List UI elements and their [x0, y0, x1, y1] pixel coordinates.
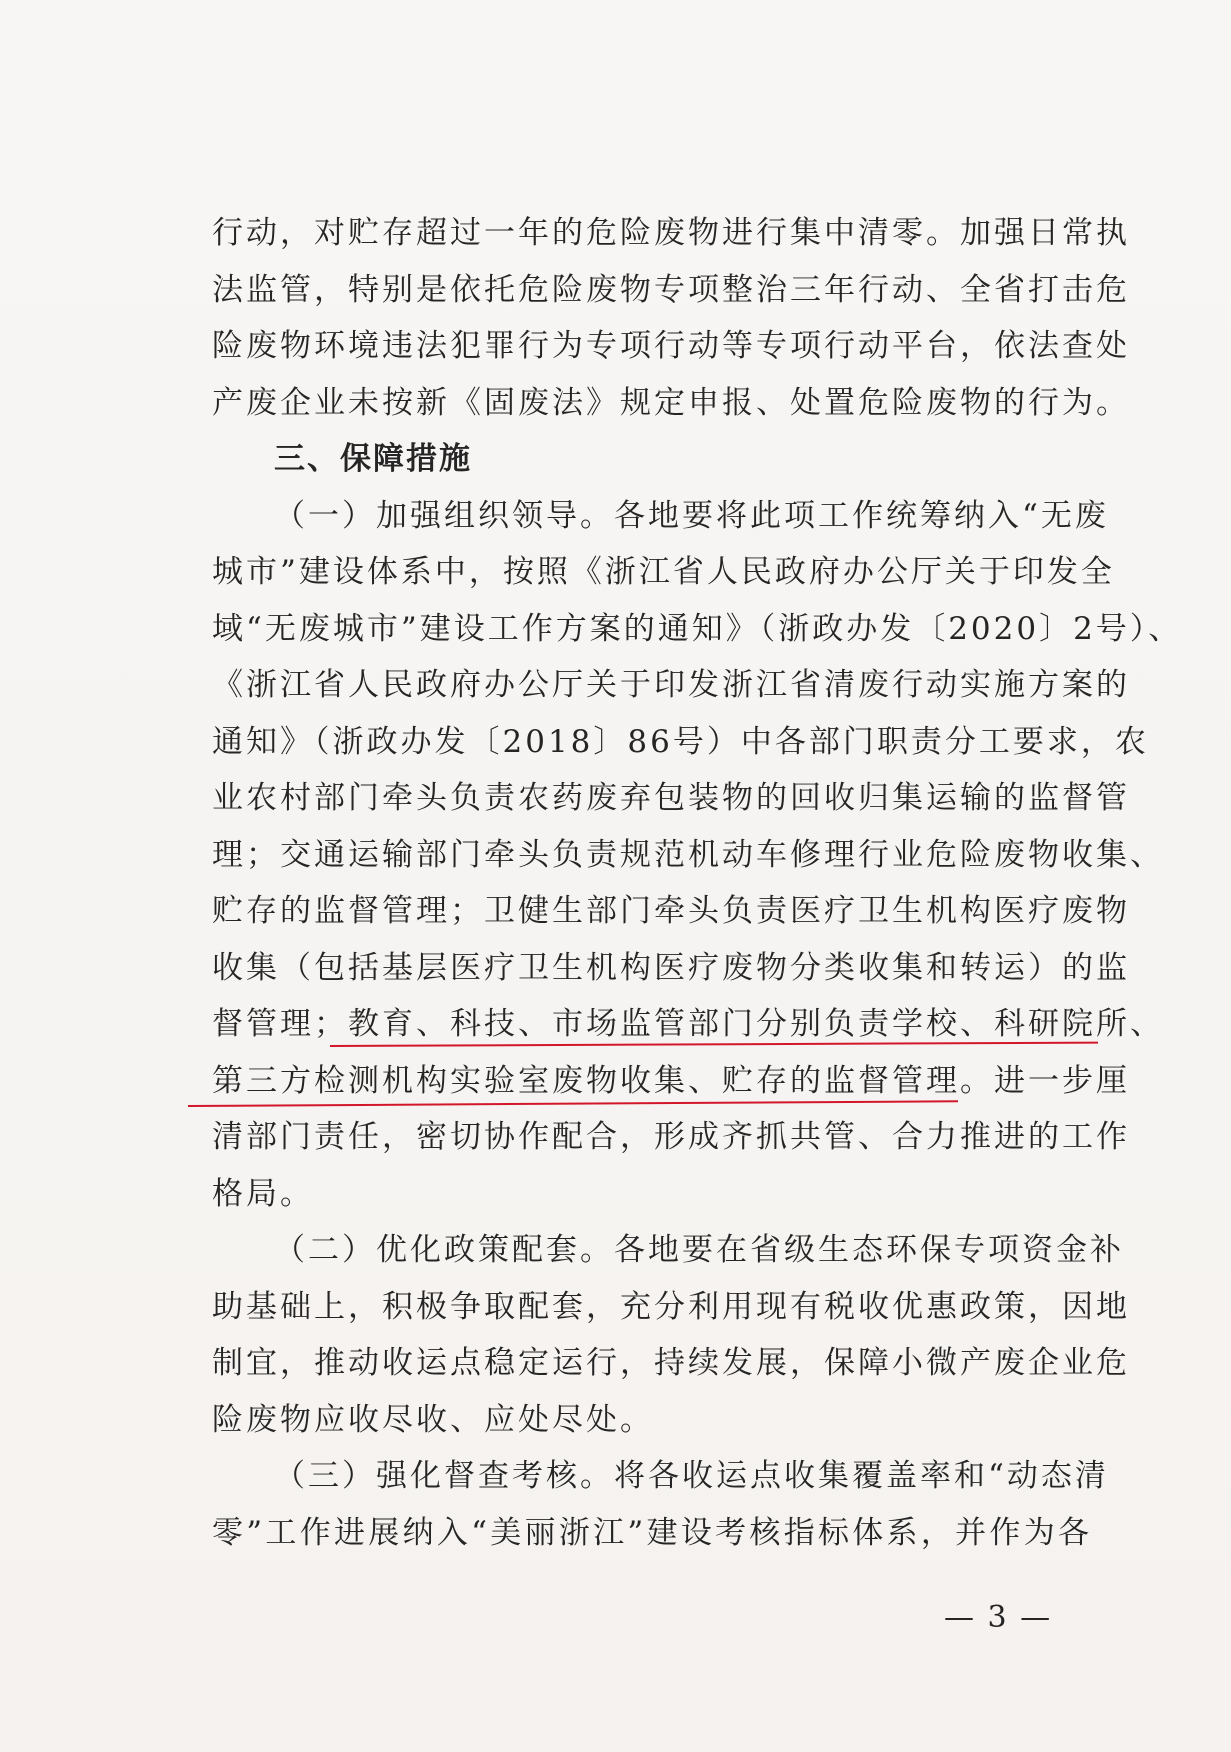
text-line: 助基础上，积极争取配套，充分利用现有税收优惠政策，因地	[212, 1288, 1130, 1325]
text-line: 险废物环境违法犯罪行为专项行动等专项行动平台，依法查处	[212, 328, 1130, 364]
text-line: 险废物应收尽收、应处尽处。	[212, 1401, 654, 1438]
text-line: 清部门责任，密切协作配合，形成齐抓共管、合力推进的工作	[212, 1119, 1130, 1155]
text-line: 域“无废城市”建设工作方案的通知》（浙政办发〔2020〕2号）、	[212, 610, 1183, 647]
text-line: 行动，对贮存超过一年的危险废物进行集中清零。加强日常执	[212, 215, 1130, 251]
text-line: （二）优化政策配套。各地要在省级生态环保专项资金补	[274, 1232, 1124, 1268]
text-line: 法监管，特别是依托危险废物专项整治三年行动、全省打击危	[212, 271, 1130, 308]
text-line: 产废企业未按新《固废法》规定申报、处置危险废物的行为。	[212, 384, 1130, 421]
page-number: — 3 —	[944, 1600, 1053, 1635]
text-line: 《浙江省人民政府办公厅关于印发浙江省清废行动实施方案的	[212, 667, 1130, 703]
text-line: 业农村部门牵头负责农药废弃包装物的回收归集运输的监督管	[212, 780, 1130, 816]
text-line: （三）强化督查考核。将各收运点收集覆盖率和“动态清	[274, 1458, 1109, 1494]
body-text	[212, 205, 1183, 1561]
text-line: 督管理；教育、科技、市场监管部门分别负责学校、科研院所、	[212, 1006, 1164, 1042]
text-line: 制宜，推动收运点稳定运行，持续发展，保障小微产废企业危	[212, 1345, 1130, 1381]
text-line: 理；交通运输部门牵头负责规范机动车修理行业危险废物收集、	[212, 836, 1164, 873]
text-line: 第三方检测机构实验室废物收集、贮存的监督管理。进一步厘	[212, 1062, 1130, 1099]
text-line: 通知》（浙政办发〔2018〕86号）中各部门职责分工要求，农	[212, 723, 1149, 760]
section-heading: 三、保障措施	[274, 441, 472, 477]
text-line: 贮存的监督管理；卫健生部门牵头负责医疗卫生机构医疗废物	[212, 893, 1130, 929]
text-line: 城市”建设体系中，按照《浙江省人民政府办公厅关于印发全	[212, 554, 1115, 590]
text-line: 格局。	[212, 1175, 314, 1212]
text-line: 收集（包括基层医疗卫生机构医疗废物分类收集和转运）的监	[212, 949, 1130, 986]
text-line: （一）加强组织领导。各地要将此项工作统筹纳入“无废	[274, 497, 1109, 534]
text-line: 零”工作进展纳入“美丽浙江”建设考核指标体系，并作为各	[212, 1514, 1092, 1551]
